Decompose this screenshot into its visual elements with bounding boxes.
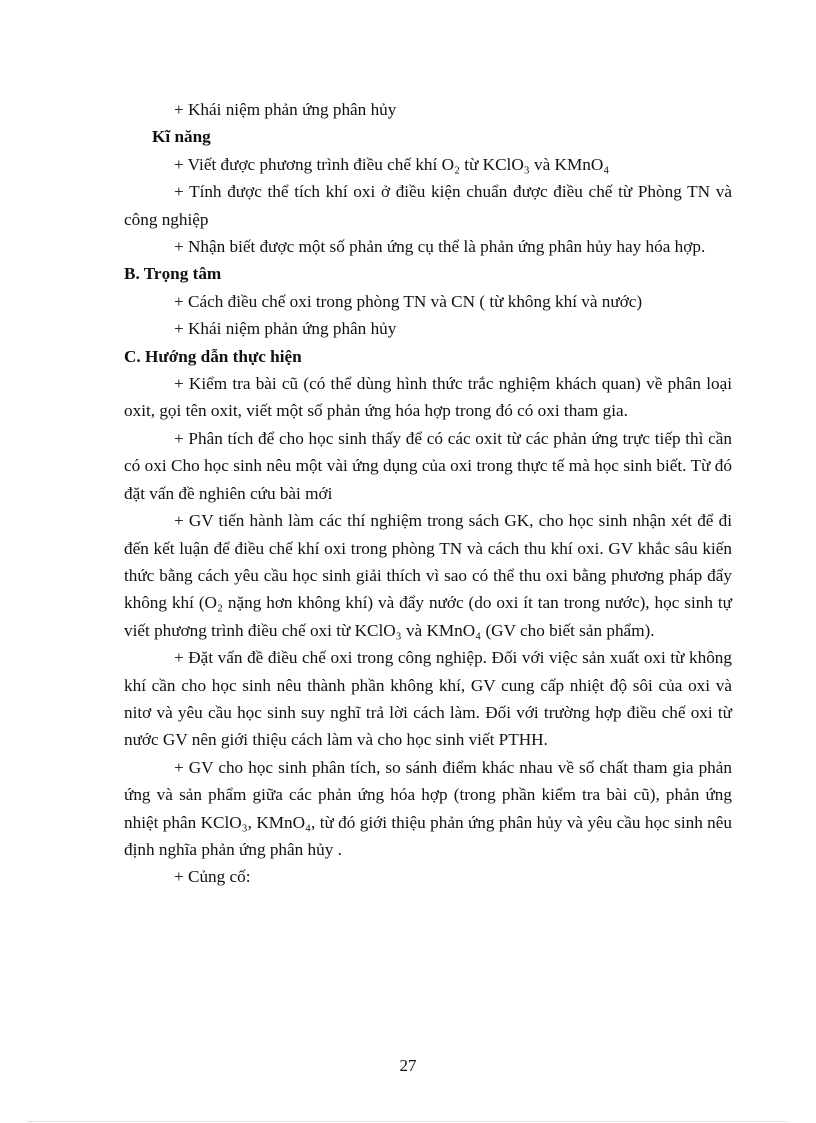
line-khai-niem-2: + Khái niệm phản ứng phân hủy: [174, 319, 397, 339]
line-viet-pt: + Viết được phương trình điều chế khí O₂ từ KClO₃ và KMnO₄: [174, 154, 610, 174]
line-cung-co: + Củng cố:: [174, 867, 251, 887]
heading-trong-tam: B. Trọng tâm: [124, 264, 222, 284]
line-nhan-biet: + Nhận biết được một số phản ứng cụ thể là phản ứng phân hủy hay hóa hợp.: [174, 237, 706, 257]
heading-ki-nang: Kĩ năng: [152, 127, 211, 147]
paragraph-kiem-tra: + Kiểm tra bài cũ (có thể dùng hình thức trắc nghiệm khách quan) về phân loại oxit, gọi tên oxit, viết một số phản ứng hóa hợp trong đó có oxi tham gia.: [124, 374, 732, 421]
page-number: 27: [399, 1056, 417, 1075]
paragraph-phan-tich: + Phân tích để cho học sinh thấy để có các oxit từ các phản ứng trực tiếp thì cần có oxi Cho học sinh nêu một vài ứng dụng của oxi trong thực tế mà học sinh biết. Từ đó đặt vấn đề nghiên cứu bài mới: [124, 428, 732, 503]
footer-divider: [28, 1121, 788, 1122]
line-khai-niem-1: + Khái niệm phản ứng phân hủy: [174, 100, 397, 119]
paragraph-thi-nghiem: + GV tiến hành làm các thí nghiệm trong sách GK, cho học sinh nhận xét để đi đến kết luận để điều chế khí oxi trong phòng TN và cách thu khí oxi. GV khắc sâu kiến thức bằng cách yêu cầu học sinh giải thích vì sao có thể thu oxi bằng phương pháp đẩy không khí (O₂ nặng hơn không khí) và đẩy nước (do oxi ít tan trong nước), học sinh tự viết phương trình điều chế oxi từ KClO₃ và KMnO₄ (GV cho biết sản phẩm).: [124, 511, 732, 640]
page-body: [124, 96, 732, 891]
line-cach-dieu-che: + Cách điều chế oxi trong phòng TN và CN ( từ không khí và nước): [174, 291, 643, 311]
paragraph-phan-huy: + GV cho học sinh phân tích, so sánh điểm khác nhau về số chất tham gia phản ứng và sản phẩm giữa các phản ứng hóa hợp (trong phần kiểm tra bài cũ), phản ứng nhiệt phân KClO₃, KMnO₄, từ đó giới thiệu phản ứng phân hủy và yêu cầu học sinh nêu định nghĩa phản ứng phân hủy .: [124, 757, 732, 859]
line-tinh-the-tich: + Tính được thể tích khí oxi ở điều kiện chuẩn được điều chế từ Phòng TN và công nghiệp: [124, 182, 732, 229]
heading-huong-dan: C. Hướng dẫn thực hiện: [124, 346, 302, 366]
paragraph-cong-nghiep: + Đặt vấn đề điều chế oxi trong công nghiệp. Đối với việc sản xuất oxi từ không khí cần cho học sinh nêu thành phần không khí, GV cung cấp nhiệt độ sôi của oxi và nitơ và yêu cầu học sinh suy nghĩ trả lời cách làm. Đối với trường hợp điều chế oxi từ nước GV nên giới thiệu cách làm và cho học sinh viết PTHH.: [124, 648, 732, 750]
